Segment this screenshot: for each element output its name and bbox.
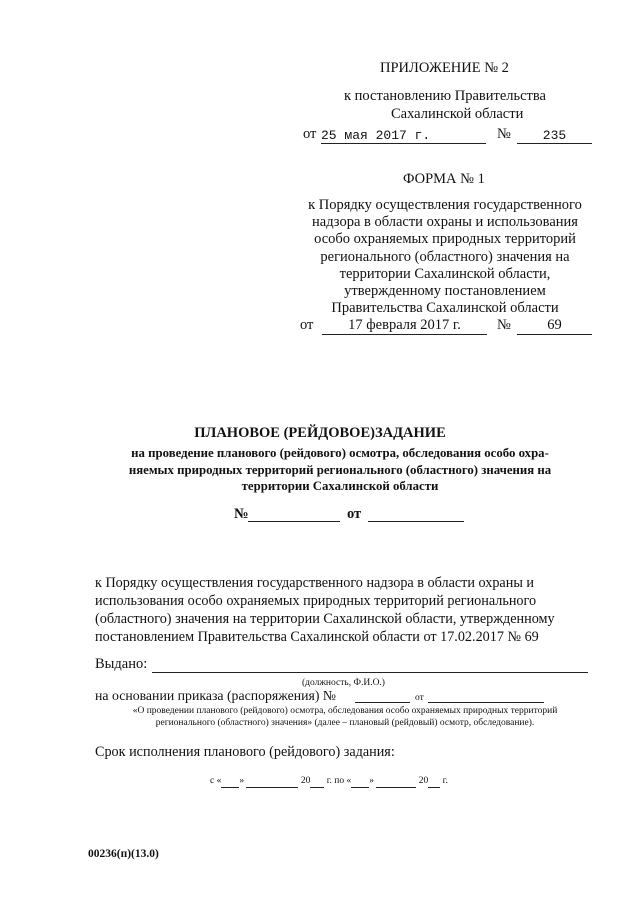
form-from-label: от [300,317,314,333]
basis-note [80,705,610,729]
period-row [210,775,448,788]
deadline-label: Срок исполнения планового (рейдового) задания: [95,744,395,760]
task-number-line [248,521,340,522]
period-to-day[interactable] [351,775,369,788]
appendix-number: 235 [517,128,592,144]
body-paragraph [95,574,595,646]
task-from-label: от [347,506,362,522]
task-subtitle-line: на проведение планового (рейдового) осмотра, обследования особо охра- [131,446,549,460]
basis-label: на основании приказа (распоряжения) № [95,688,337,703]
period-to-text: г. по « [326,776,352,786]
body-line: постановлением Правительства Сахалинской области от 17.02.2017 № 69 [95,629,539,645]
form-line: надзора в области охраны и использования [312,214,578,231]
period-quote: » [369,776,375,786]
basis-number-field[interactable] [355,702,410,703]
period-from-day[interactable] [221,775,239,788]
task-subtitle-line: няемых природных территорий регионального (областного) значения на [128,462,552,477]
appendix-line1: к постановлению Правительства [344,88,546,104]
footer-code: 00236(п)(13.0) [88,848,159,860]
task-subtitle-line: территории Сахалинской области [241,479,439,493]
task-date-line [368,521,464,522]
period-from-month[interactable] [246,775,298,788]
basis-note-line: «О проведении планового (рейдового) осмотра, обследования особо охраняемых природных территорий [132,706,558,716]
period-year-prefix: 20 [418,776,429,786]
issued-caption: (должность, Ф.И.О.) [302,678,385,688]
period-end-text: г. [442,776,448,786]
appendix-date: 25 мая 2017 г. [321,128,486,144]
appendix-num-label: № [497,126,511,142]
form-line: утвержденному постановлением [344,283,546,300]
form-line: регионального (областного) значения на [320,248,570,265]
period-from-text: с « [210,776,222,786]
form-date: 17 февраля 2017 г. [322,317,487,335]
body-line: использования особо охраняемых природных территорий регионального [95,593,537,609]
basis-from-label: от [415,693,424,703]
period-to-month[interactable] [376,775,416,788]
issued-label: Выдано: [95,656,148,672]
body-line: к Порядку осуществления государственного надзора в области охраны и [95,575,534,591]
period-quote: » [239,776,245,786]
period-year-prefix: 20 [300,776,311,786]
appendix-line2: Сахалинской области [391,106,524,122]
form-title: ФОРМА № 1 [403,171,485,187]
issued-field[interactable] [152,672,588,673]
appendix-from-label: от [303,126,317,142]
form-line: Правительства Сахалинской области [331,300,559,317]
appendix-title: ПРИЛОЖЕНИЕ № 2 [380,60,509,76]
period-from-year[interactable] [310,775,324,788]
task-title: ПЛАНОВОЕ (РЕЙДОВОЕ)ЗАДАНИЕ [194,425,446,441]
task-subtitle [90,445,590,495]
task-num-label: № [234,506,249,522]
basis-date-field[interactable] [428,702,544,703]
form-line: территории Сахалинской области, [339,265,551,282]
form-number: 69 [517,317,592,335]
body-line: (областного) значения на территории Сахалинской области, утвержденному [95,611,555,627]
period-to-year[interactable] [428,775,440,788]
form-num-label: № [497,317,511,333]
form-line: особо охраняемых природных территорий [314,231,576,248]
form-description [290,197,600,317]
basis-note-line: регионального (областного) значения» (далее – плановый (рейдовый) осмотр, обследование). [155,718,535,728]
form-line: к Порядку осуществления государственного [308,197,582,213]
